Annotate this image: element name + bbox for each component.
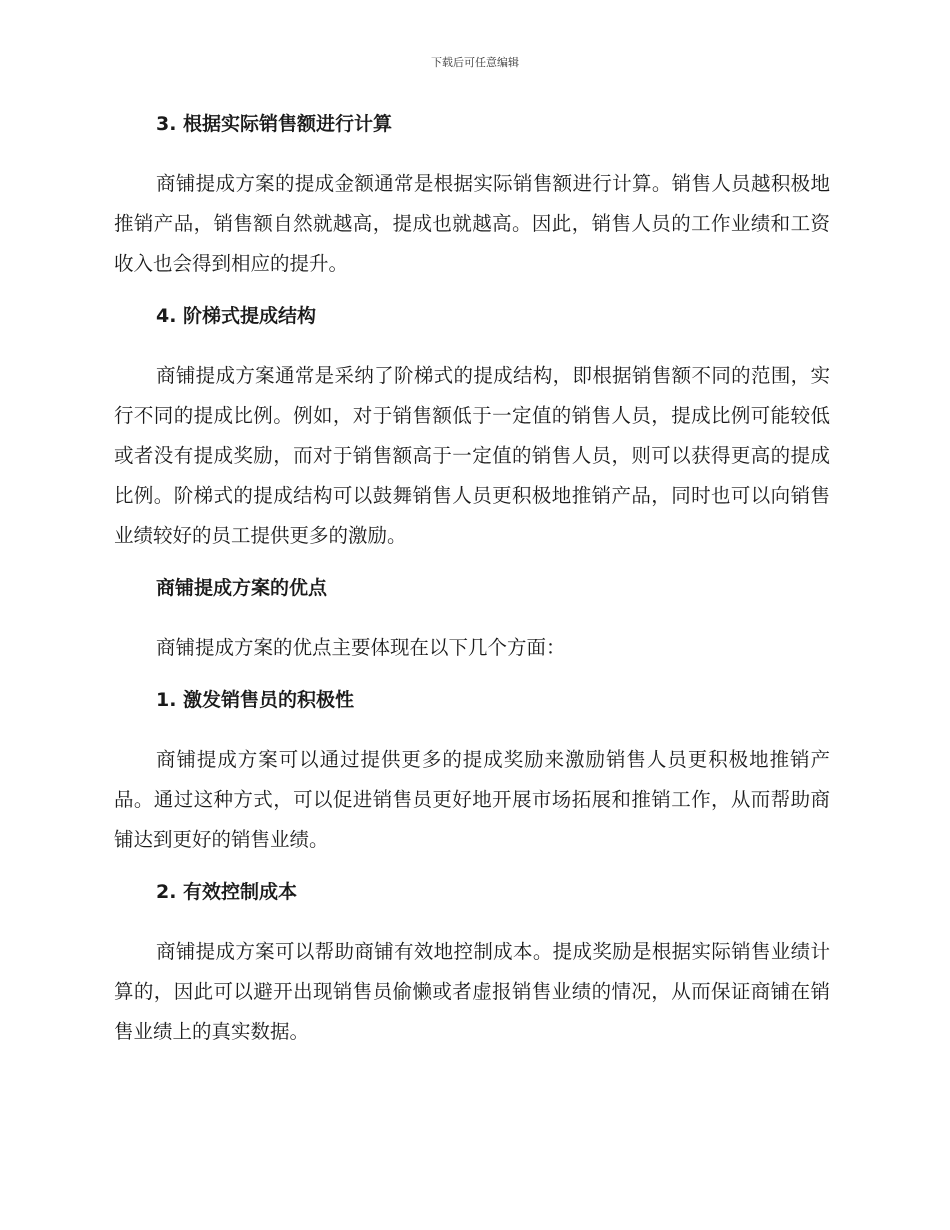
section-paragraph: 商铺提成方案可以帮助商铺有效地控制成本。提成奖励是根据实际销售业绩计算的，因此可以避开出现销售员偷懒或者虚报销售业绩的情况，从而保证商铺在销售业绩上的真实数据。 — [114, 940, 830, 1043]
section-heading: 2. 有效控制成本 — [156, 881, 298, 903]
section-paragraph: 商铺提成方案通常是采纳了阶梯式的提成结构，即根据销售额不同的范围，实行不同的提成比例。例如，对于销售额低于一定值的销售人员，提成比例可能较低或者没有提成奖励，而对于销售额高于一定值的销售人员，则可以获得更高的提成比例。阶梯式的提成结构可以鼓舞销售人员更积极地推销产品，同时也可以向销售业绩较好的员工提供更多的激励。 — [114, 364, 830, 547]
section-heading: 1. 激发销售员的积极性 — [156, 689, 355, 711]
section-heading: 3. 根据实际销售额进行计算 — [156, 113, 393, 135]
section-heading: 商铺提成方案的优点 — [156, 577, 328, 599]
page-header: 下载后可任意编辑 — [431, 56, 519, 69]
document-body — [114, 110, 830, 1070]
section-paragraph: 商铺提成方案可以通过提供更多的提成奖励来激励销售人员更积极地推销产品。通过这种方式，可以促进销售员更好地开展市场拓展和推销工作，从而帮助商铺达到更好的销售业绩。 — [114, 748, 830, 851]
section-paragraph: 商铺提成方案的提成金额通常是根据实际销售额进行计算。销售人员越积极地推销产品，销售额自然就越高，提成也就越高。因此，销售人员的工作业绩和工资收入也会得到相应的提升。 — [114, 172, 830, 275]
section-heading: 4. 阶梯式提成结构 — [156, 305, 317, 327]
section-paragraph: 商铺提成方案的优点主要体现在以下几个方面： — [156, 636, 566, 659]
